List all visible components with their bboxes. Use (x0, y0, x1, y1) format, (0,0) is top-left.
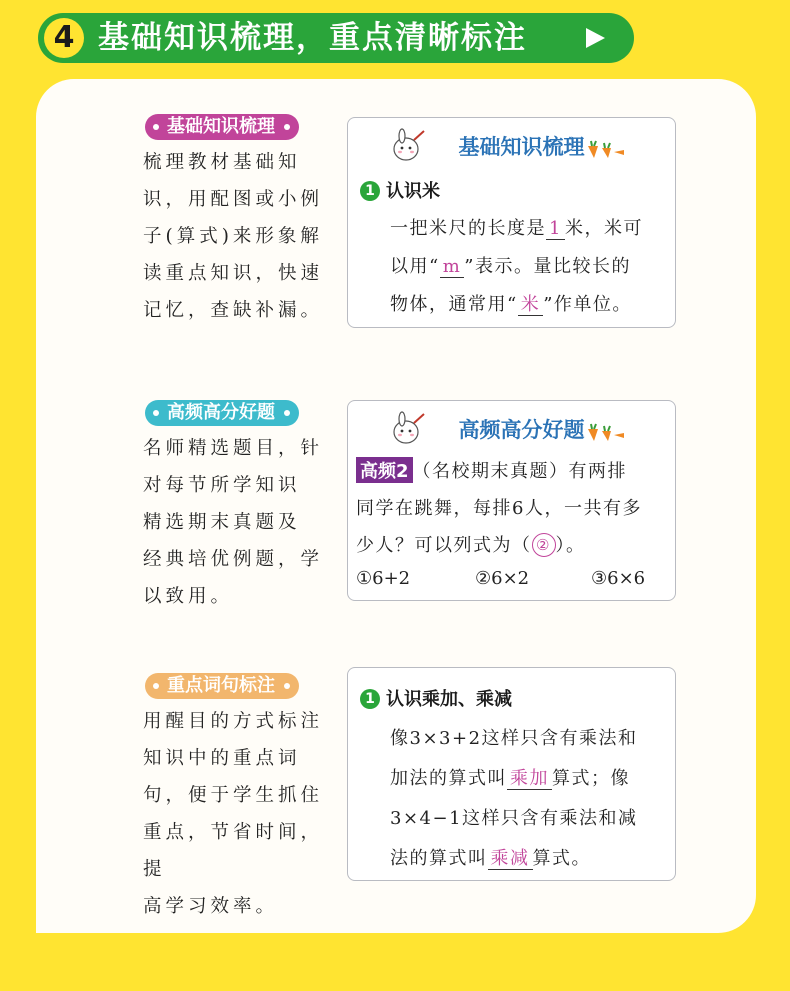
play-arrow-icon (586, 28, 605, 48)
box-title: 高频高分好题 (458, 418, 585, 442)
example-box-basic-knowledge (347, 117, 676, 328)
section-title: 基础知识梳理，重点清晰标注 (98, 20, 527, 56)
step-number-icon: 1 (360, 689, 380, 709)
text-line: 法的算式叫 乘减 算式。 (390, 848, 591, 869)
subheading-meter: 1 认识米 (360, 177, 440, 203)
question-line: 少人？可以列式为（ ② ）。 (356, 535, 586, 556)
option-a: ①6+2 (356, 568, 411, 589)
text-line: 以用“ m ”表示。量比较长的 (390, 256, 631, 277)
question-line: 高频2 （名校期末真题）有两排 (356, 457, 627, 483)
carrot-icon (584, 423, 626, 443)
text-line: 像3×3+2这样只含有乘法和 (390, 728, 638, 749)
rabbit-mascot-icon (390, 411, 426, 447)
badge-high-frequency: 高频高分好题 (145, 400, 299, 426)
question-tag: 高频2 (356, 457, 413, 483)
badge-basic-knowledge: 基础知识梳理 (145, 114, 299, 140)
example-box-key-annotation (347, 667, 676, 881)
text-line: 3×4−1这样只含有乘法和减 (390, 808, 638, 829)
carrot-icon (584, 140, 626, 160)
question-line: 同学在跳舞，每排6人，一共有多 (356, 498, 642, 519)
option-b: ②6×2 (475, 568, 530, 589)
text-line: 一把米尺的长度是 1 米，米可 (390, 218, 643, 239)
desc-key-annotation: 用醒目的方式标注 知识中的重点词 句，便于学生抓住 重点，节省时间，提 高学习效率。 (143, 711, 324, 917)
subheading-multiply-add: 1 认识乘加、乘减 (360, 685, 512, 711)
answer-mark: ② (532, 533, 556, 557)
rabbit-mascot-icon (390, 128, 426, 164)
step-number-icon: 1 (360, 181, 380, 201)
section-header (38, 13, 634, 63)
box-heading (348, 130, 675, 164)
text-line: 物体，通常用“ 米 ”作单位。 (390, 294, 632, 315)
badge-key-annotation: 重点词句标注 (145, 673, 299, 699)
example-box-high-frequency (347, 400, 676, 601)
desc-basic-knowledge: 梳理教材基础知 识，用配图或小例 子(算式)来形象解 读重点知识，快速 记忆，查缺补漏。 (143, 152, 324, 321)
desc-high-frequency: 名师精选题目，针 对每节所学知识 精选期末真题及 经典培优例题，学 以致用。 (143, 438, 324, 607)
section-number: 4 (44, 18, 84, 58)
option-c: ③6×6 (591, 568, 646, 589)
text-line: 加法的算式叫 乘加 算式；像 (390, 768, 630, 789)
box-title: 基础知识梳理 (458, 135, 585, 159)
box-heading (348, 413, 675, 447)
